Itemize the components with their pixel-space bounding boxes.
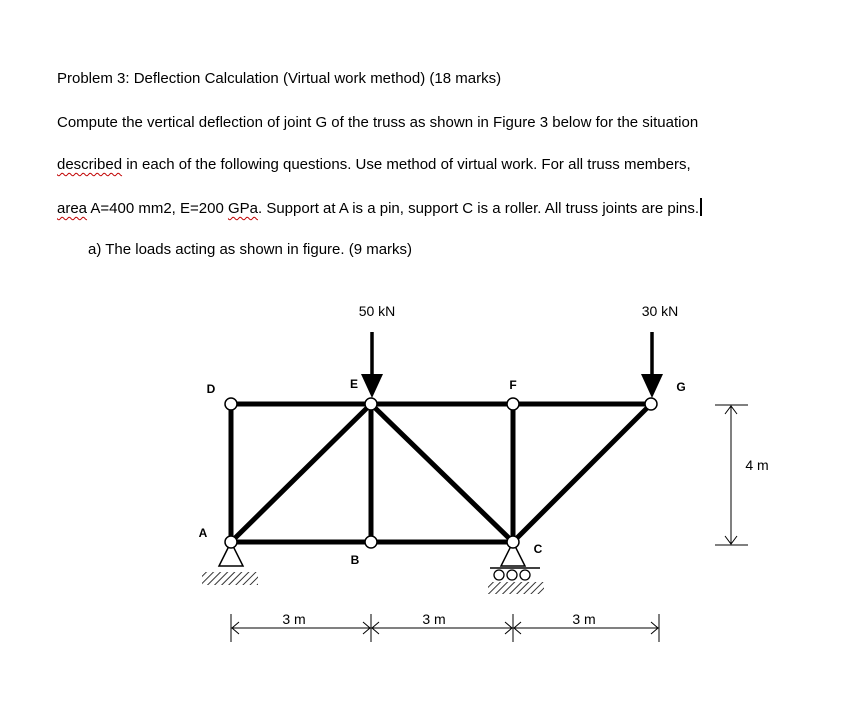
span-label-1: 3 m	[282, 611, 306, 627]
load-arrow-G	[641, 332, 663, 398]
joint-G	[645, 398, 657, 410]
load-label-right: 30 kN	[641, 303, 679, 319]
member-CG	[513, 404, 651, 542]
joint-label-E: E	[349, 377, 359, 391]
spellcheck-word: described	[57, 156, 123, 173]
joint-D	[225, 398, 237, 410]
span-label-3: 3 m	[572, 611, 596, 627]
joint-E	[365, 398, 377, 410]
height-dimension	[715, 405, 748, 545]
truss-members	[231, 404, 651, 542]
problem-text-line-1: Compute the vertical deflection of joint G of the truss as shown in Figure 3 below for the situation	[57, 114, 699, 131]
text-span: . Support at A is a pin, support C is a roller. All truss joints are pins.	[257, 200, 700, 217]
spellcheck-word: GPa	[227, 200, 258, 217]
text-span: in each of the following questions. Use method of virtual work. For all truss members,	[122, 156, 691, 173]
joint-A	[225, 536, 237, 548]
spellcheck-word: area	[57, 200, 88, 217]
problem-title: Problem 3: Deflection Calculation (Virtual work method) (18 marks)	[57, 70, 502, 87]
member-AE	[231, 404, 371, 542]
joint-C	[507, 536, 519, 548]
span-label-2: 3 m	[422, 611, 446, 627]
joint-label-A: A	[198, 526, 208, 540]
height-dimension-label: 4 m	[745, 457, 769, 473]
joint-B	[365, 536, 377, 548]
text-span: A=400 mm2, E=200	[87, 200, 228, 217]
joint-label-F: F	[509, 378, 517, 392]
joint-label-D: D	[206, 382, 216, 396]
question-part-a: a) The loads acting as shown in figure. (9 marks)	[88, 241, 413, 258]
joint-label-C: C	[533, 542, 543, 556]
joint-label-G: G	[676, 380, 686, 394]
joint-label-B: B	[350, 553, 360, 567]
load-label-left: 50 kN	[358, 303, 396, 319]
joint-F	[507, 398, 519, 410]
load-arrow-E	[361, 332, 383, 398]
member-EC	[371, 404, 513, 542]
